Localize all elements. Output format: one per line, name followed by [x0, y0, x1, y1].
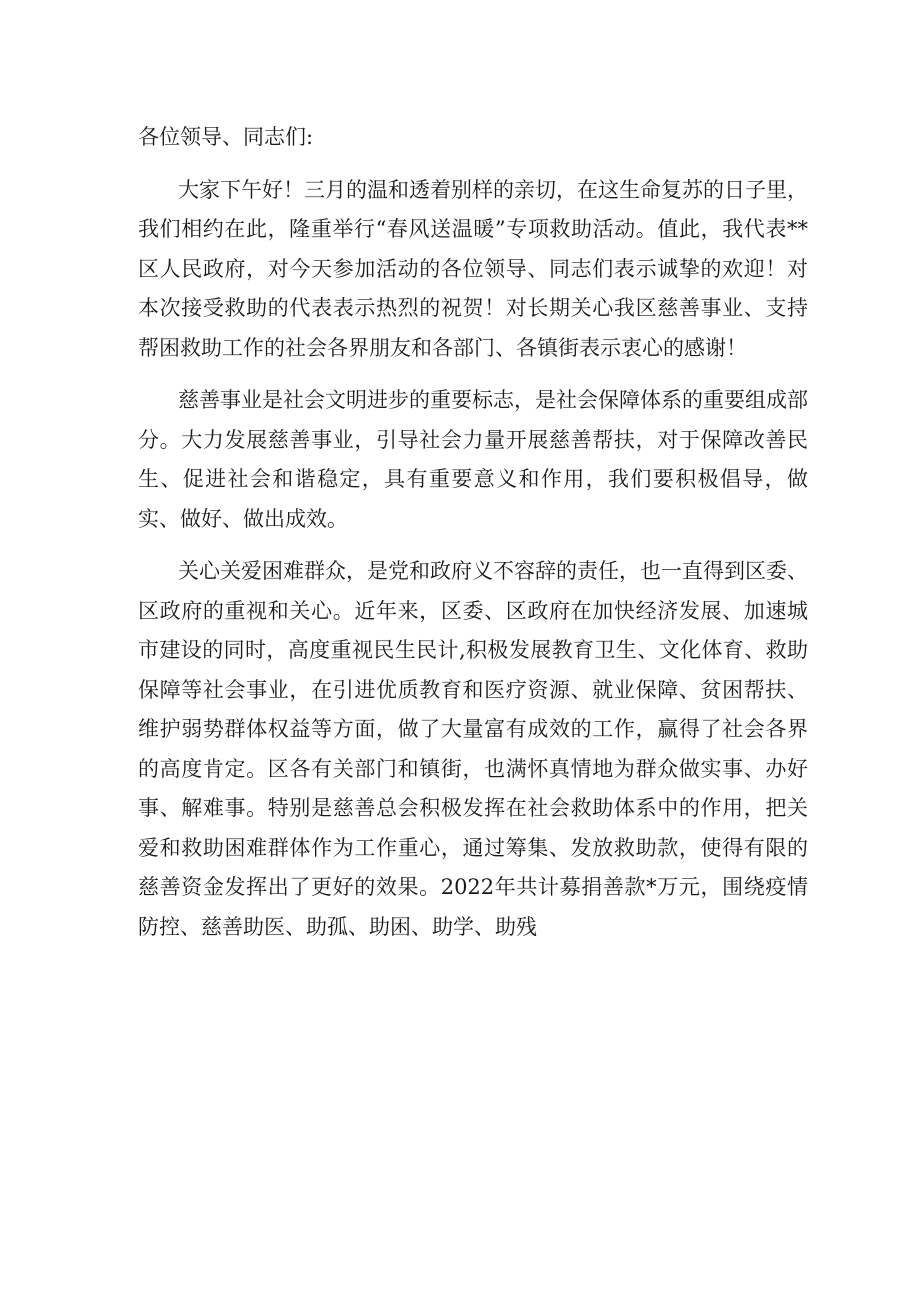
document-body — [138, 118, 808, 960]
paragraph-greeting: 大家下午好！三月的温和透着别样的亲切，在这生命复苏的日子里，我们相约在此，隆重举行“春风送温暖”专项救助活动。值此，我代表**区人民政府，对今天参加活动的各位领导、同志们表示诚挚的欢迎！对本次接受救助的代表表示热烈的祝贺！对长期关心我区慈善事业、支持帮困救助工作的社会各界朋友和各部门、各镇街表示衷心的感谢！ — [138, 177, 808, 360]
salutation: 各位领导、同志们: — [138, 125, 314, 149]
paragraph-government-care: 关心关爱困难群众，是党和政府义不容辞的责任，也一直得到区委、区政府的重视和关心。近年来，区委、区政府在加快经济发展、加速城市建设的同时，高度重视民生民计,积极发展教育卫生、文化体育、救助保障等社会事业，在引进优质教育和医疗资源、就业保障、贫困帮扶、维护弱势群体权益等方面，做了大量富有成效的工作，赢得了社会各界的高度肯定。区各有关部门和镇街，也满怀真情地为群众做实事、办好事、解难事。特别是慈善总会积极发挥在社会救助体系中的作用，把关爱和救助困难群体作为工作重心，通过筹集、发放救助款，使得有限的慈善资金发挥出了更好的效果。2022年共计募捐善款*万元，围绕疫情防控、慈善助医、助孤、助困、助学、助残 — [138, 559, 808, 939]
paragraph-charity-significance: 慈善事业是社会文明进步的重要标志，是社会保障体系的重要组成部分。大力发展慈善事业，引导社会力量开展慈善帮扶，对于保障改善民生、促进社会和谐稳定，具有重要意义和作用，我们要积极倡导，做实、做好、做出成效。 — [138, 388, 808, 531]
